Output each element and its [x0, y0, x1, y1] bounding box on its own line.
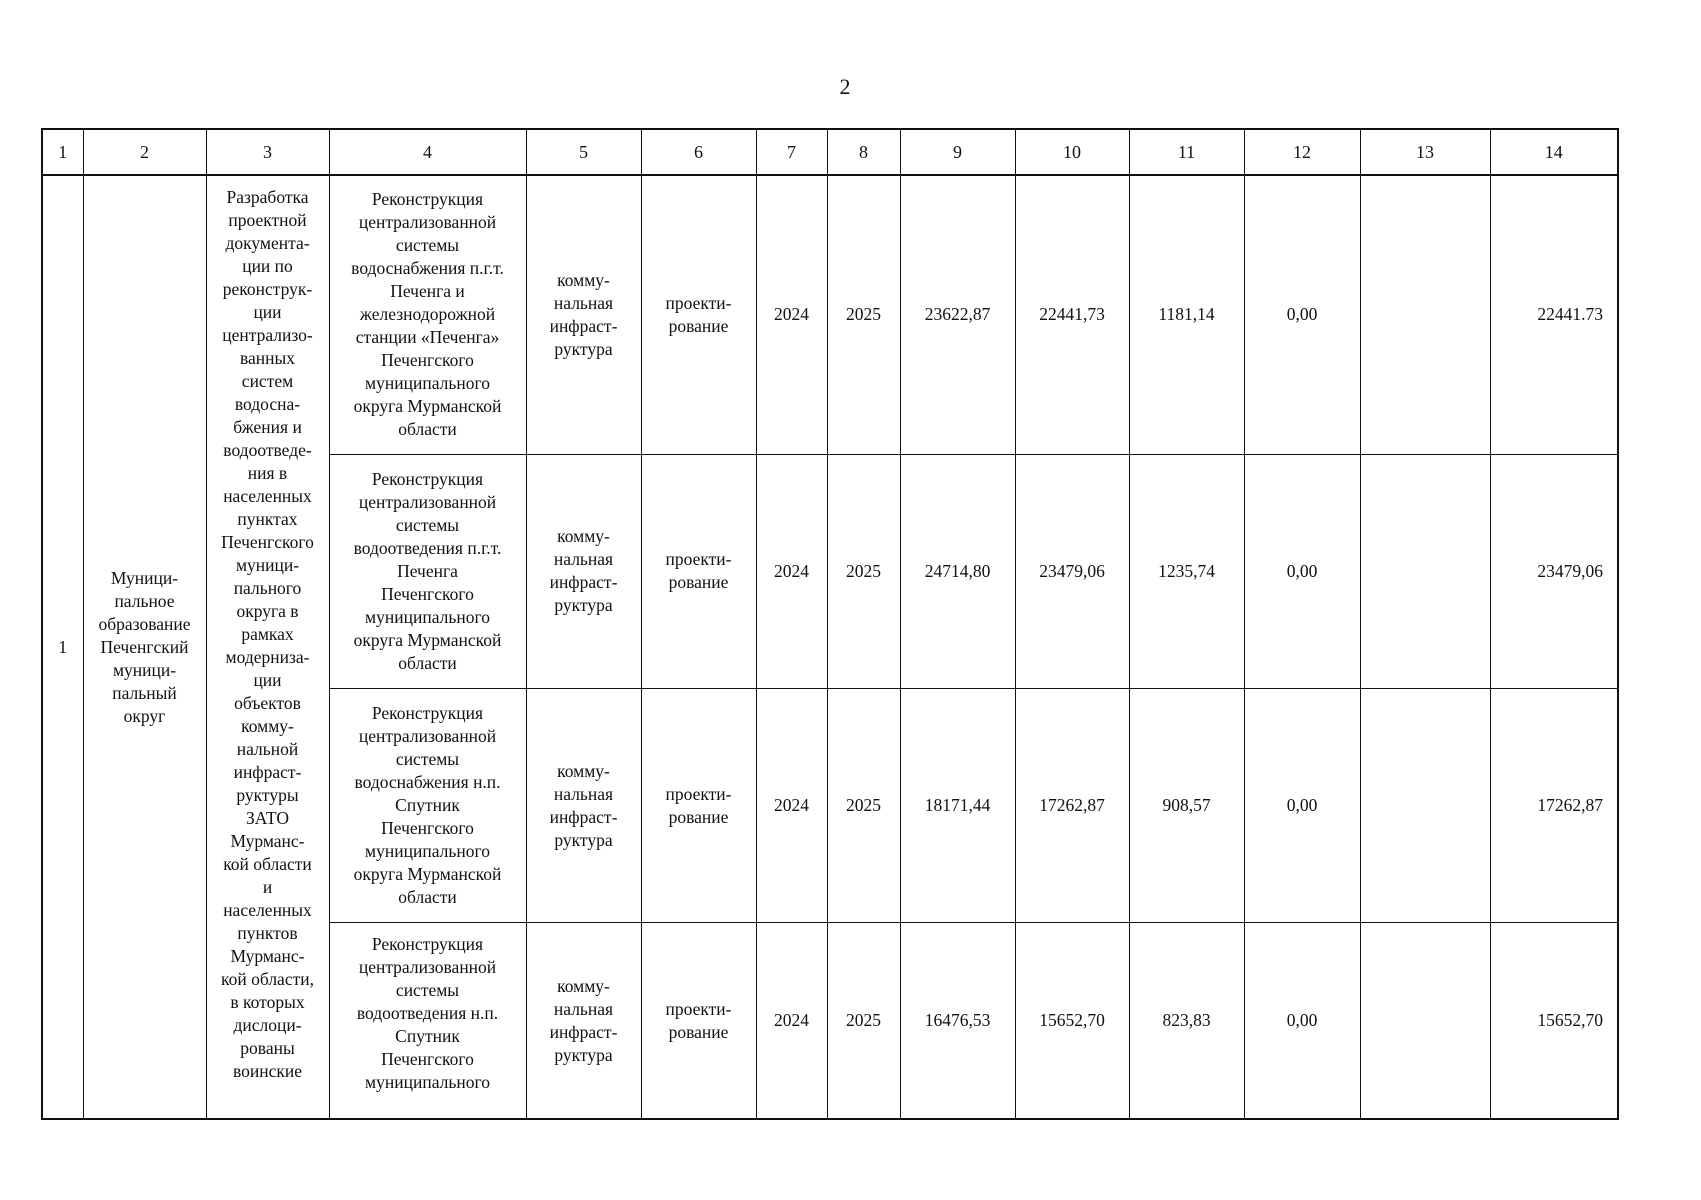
amount-cell: 1181,14: [1129, 175, 1244, 454]
amount-cell: 17262,87: [1490, 689, 1618, 923]
object-cell: Реконструкция централизованной системы водоснабжения п.г.т. Печенга и железнодорожной станции «Печенга» Печенгского муниципального округа Мурманской области: [329, 175, 526, 454]
start-year-cell: 2024: [756, 175, 827, 454]
amount-cell: 23479,06: [1490, 454, 1618, 688]
start-year-cell: 2024: [756, 689, 827, 923]
end-year-cell: 2025: [827, 454, 900, 688]
column-number-row: [42, 129, 1618, 175]
column-header: 14: [1490, 129, 1618, 175]
category-cell: комму- нальная инфраст- руктура: [526, 175, 641, 454]
column-header: 4: [329, 129, 526, 175]
column-header: 8: [827, 129, 900, 175]
purpose-cell: [206, 175, 329, 1119]
total-cell: 18171,44: [900, 689, 1015, 923]
stage-cell: проекти- рование: [641, 175, 756, 454]
end-year-cell: 2025: [827, 689, 900, 923]
stage-cell: проекти- рование: [641, 689, 756, 923]
amount-cell: 15652,70: [1015, 923, 1129, 1119]
column-header: 6: [641, 129, 756, 175]
empty-cell: [1360, 454, 1490, 688]
column-header: 13: [1360, 129, 1490, 175]
stage-cell: проекти- рование: [641, 923, 756, 1119]
column-header: 11: [1129, 129, 1244, 175]
column-header: 7: [756, 129, 827, 175]
column-header: 3: [206, 129, 329, 175]
amount-cell: 0,00: [1244, 454, 1360, 688]
object-cell: Реконструкция централизованной системы водоснабжения н.п. Спутник Печенгского муниципального округа Мурманской области: [329, 689, 526, 923]
empty-cell: [1360, 923, 1490, 1119]
start-year-cell: 2024: [756, 454, 827, 688]
amount-cell: 17262,87: [1015, 689, 1129, 923]
column-header: 5: [526, 129, 641, 175]
object-text: Реконструкция централизованной системы водоотведения н.п. Спутник Печенгского муниципального: [356, 933, 499, 1092]
total-cell: 24714,80: [900, 454, 1015, 688]
category-cell: комму- нальная инфраст- руктура: [526, 454, 641, 688]
amount-cell: 0,00: [1244, 689, 1360, 923]
amount-cell: 23479,06: [1015, 454, 1129, 688]
amount-cell: 908,57: [1129, 689, 1244, 923]
municipality-cell: Муници- пальное образование Печенгский муници- пальный округ: [83, 175, 206, 1119]
amount-cell: 15652,70: [1490, 923, 1618, 1119]
object-cell: Реконструкция централизованной системы водоотведения п.г.т. Печенга Печенгского муниципального округа Мурманской области: [329, 454, 526, 688]
page-number: 2: [839, 74, 851, 99]
amount-cell: 1235,74: [1129, 454, 1244, 688]
stage-cell: проекти- рование: [641, 454, 756, 688]
purpose-text: Разработка проектной документа- ции по реконструк- ции централизо- ванных систем водосна- бжения и водоотведе- ния в населенных пунктах Печенгского муници- пального округа в рамках модерниза- ции объектов комму- нальной инфраст- руктуры ЗАТО Мурманс- кой области и населенных пунктов Мурманс- кой области, в которых дислоци- рованы воинские: [221, 187, 314, 1081]
column-header: 10: [1015, 129, 1129, 175]
category-cell: комму- нальная инфраст- руктура: [526, 923, 641, 1119]
amount-cell: 22441,73: [1015, 175, 1129, 454]
column-header: 9: [900, 129, 1015, 175]
total-cell: 23622,87: [900, 175, 1015, 454]
program-table: [41, 128, 1619, 1120]
amount-cell: 0,00: [1244, 175, 1360, 454]
empty-cell: [1360, 175, 1490, 454]
amount-cell: 22441.73: [1490, 175, 1618, 454]
end-year-cell: 2025: [827, 175, 900, 454]
empty-cell: [1360, 689, 1490, 923]
object-cell: [329, 923, 526, 1119]
column-header: 1: [42, 129, 83, 175]
total-cell: 16476,53: [900, 923, 1015, 1119]
amount-cell: 0,00: [1244, 923, 1360, 1119]
column-header: 12: [1244, 129, 1360, 175]
category-cell: комму- нальная инфраст- руктура: [526, 689, 641, 923]
table-row: [42, 175, 1618, 454]
column-header: 2: [83, 129, 206, 175]
start-year-cell: 2024: [756, 923, 827, 1119]
amount-cell: 823,83: [1129, 923, 1244, 1119]
row-number-cell: 1: [42, 175, 83, 1119]
end-year-cell: 2025: [827, 923, 900, 1119]
